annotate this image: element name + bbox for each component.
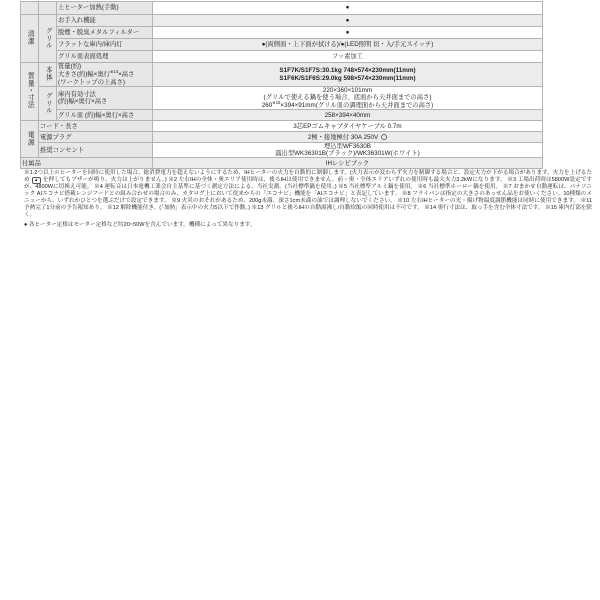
spec-label-oven-size: 庫内有効寸法 (約)幅×奥行×高さ	[57, 87, 153, 110]
heater-rating-note: ● 各ヒーター定格はモーター定格など約20~50Wを含んでいます。機種によって異なります。	[24, 222, 256, 229]
spec-value: ●	[153, 2, 543, 15]
table-row	[21, 39, 543, 51]
spec-label: 電源プラグ	[39, 132, 153, 143]
table-row	[21, 51, 543, 63]
spec-label: 推奨コンセント	[39, 143, 153, 158]
spec-value-plug: 2極・接地極付 30A 250V	[153, 132, 543, 143]
footnotes-paragraph: ※1 2つ以上のヒーターを同時に使用した場合、総消費電力を超えないようにするため、IHヒーターの火力を自動的に制御します。(火力表示が変わらず火力を制御する場合と、設定火力が下がる場合があります。火力を上げるため ▲ を押してもブザーが鳴り、火力は上がりません。) ※2 左右IHの全体・奥エリア使用時は、後ろIHは使用できません。前・奥・全体エリアいずれの使用時も最大火力3.2kWになります。 ※3 工場出荷時は5800W設定ですが、4800Wに切換え可能。 ※4 運転音は日本電機工業会自主基準に基づく測定方法による、当社実測。(当社標準鍋を使用。) ※5 当社標準アルミ鍋を使用。 ※6 当社標準ホーロー鍋を使用。 ※7 おまかせ自動運転は、パナソニック AIエコナビ搭載レンジフードとの組み合わせの場合のみ、カタログ上において従来からの「エコナビ」機能を「AIエコナビ」と表記しています。 ※8 フライパンは指定の大きさのあっせん品をお使いください。10種類のメニューから、いずれかひとつを選ぶだけで設定できます。 ※9 火災のおそれがあるため、200g未満、深さ1cm未満の油では調理しないでください。 ※10 左右IHヒーターの光・揚げ物温度調節機能は同時に使用できます。 ※11 予熱完了1分前の予告報知あり。 ※12 解除機能付き。(「加熱」表示中の火力5以下で作動。) ※13 グリルと後ろIHの自動湯沸し/自動炊飯の同時使用は不可です。 ※14 奥行寸法は、取っ手を含む全体寸法です。 ※15 庫内灯部を除く。	[24, 170, 592, 219]
table-row	[21, 143, 543, 158]
subcategory-body: 本体	[39, 63, 57, 87]
category-weight-dims: 質量・寸法	[21, 63, 39, 121]
model-size-line: S1F6K/S1F6S:29.0kg 598×574×230mm(11mm)	[279, 74, 416, 82]
table-row	[21, 15, 543, 27]
spec-label: グリル皿表面処理	[57, 51, 153, 63]
category-power: 電源	[21, 121, 39, 158]
spec-value: IHレシピブック	[153, 158, 543, 169]
spec-label: コード・長さ	[39, 121, 153, 132]
spec-label: フラットな庫内/庫内灯	[57, 39, 153, 51]
table-row	[21, 158, 543, 169]
spec-value: ●	[153, 15, 543, 27]
spec-label: お手入れ機能	[57, 15, 153, 27]
table-row	[21, 110, 543, 121]
table-row	[21, 121, 543, 132]
spec-label: グリル皿 (約)幅×奥行×高さ	[57, 110, 153, 121]
spec-value: フッ素加工	[153, 51, 543, 63]
subcategory-grill: グリル	[39, 15, 57, 63]
spec-label: 上ヒーター加熱(手動)	[57, 2, 153, 15]
spec-value: 3芯EPゴムキャブタイヤケーブル 0.7m	[153, 121, 543, 132]
subcategory-cell-continued	[39, 2, 57, 15]
spec-label: 脱煙・脱臭メタルフィルター	[57, 27, 153, 39]
spec-label-body-size: 質量(約) 大きさ(約)幅×奥行$^{※14}$×高さ (ワークトップの上高さ)	[57, 63, 153, 87]
table-row	[21, 63, 543, 87]
table-row	[21, 2, 543, 15]
table-row	[21, 27, 543, 39]
category-cell-continued	[21, 2, 39, 15]
certification-mark-icon	[381, 134, 387, 140]
accessories-label: 付属品	[21, 158, 153, 169]
spec-value-oven-size: 220×360×101mm (グリルで使える鍋を使う場合、底面から天井面までの高さ) 260$^{※15}$×394×91mm(グリル皿の調理面から天井面までの高さ)	[153, 87, 543, 110]
power-up-key-icon: ▲	[32, 177, 41, 184]
subcategory-grill-dims: グリル	[39, 87, 57, 121]
spec-value: ●(両側面・上下面が拭ける)/●(LED照明 切・入/手元スイッチ)	[153, 39, 543, 51]
spec-value: ●	[153, 27, 543, 39]
model-size-line: S1F7K/S1F7S:30.1kg 748×574×230mm(11mm)	[279, 67, 416, 75]
category-clean: 清潔	[21, 15, 39, 63]
footnote-ref-14: ※14	[109, 69, 119, 75]
spec-value-body-size	[153, 63, 543, 87]
spec-value: 258×394×40mm	[153, 110, 543, 121]
footnotes-block	[24, 170, 592, 229]
footnote-ref-15: ※15	[272, 100, 281, 106]
table-row	[21, 132, 543, 143]
table-row	[21, 87, 543, 110]
spec-value-outlet: 埋込型WF3630B 露出型WK36301B(ブラック)/WK36301W(ホワイト)	[153, 143, 543, 158]
spec-table	[20, 1, 543, 169]
